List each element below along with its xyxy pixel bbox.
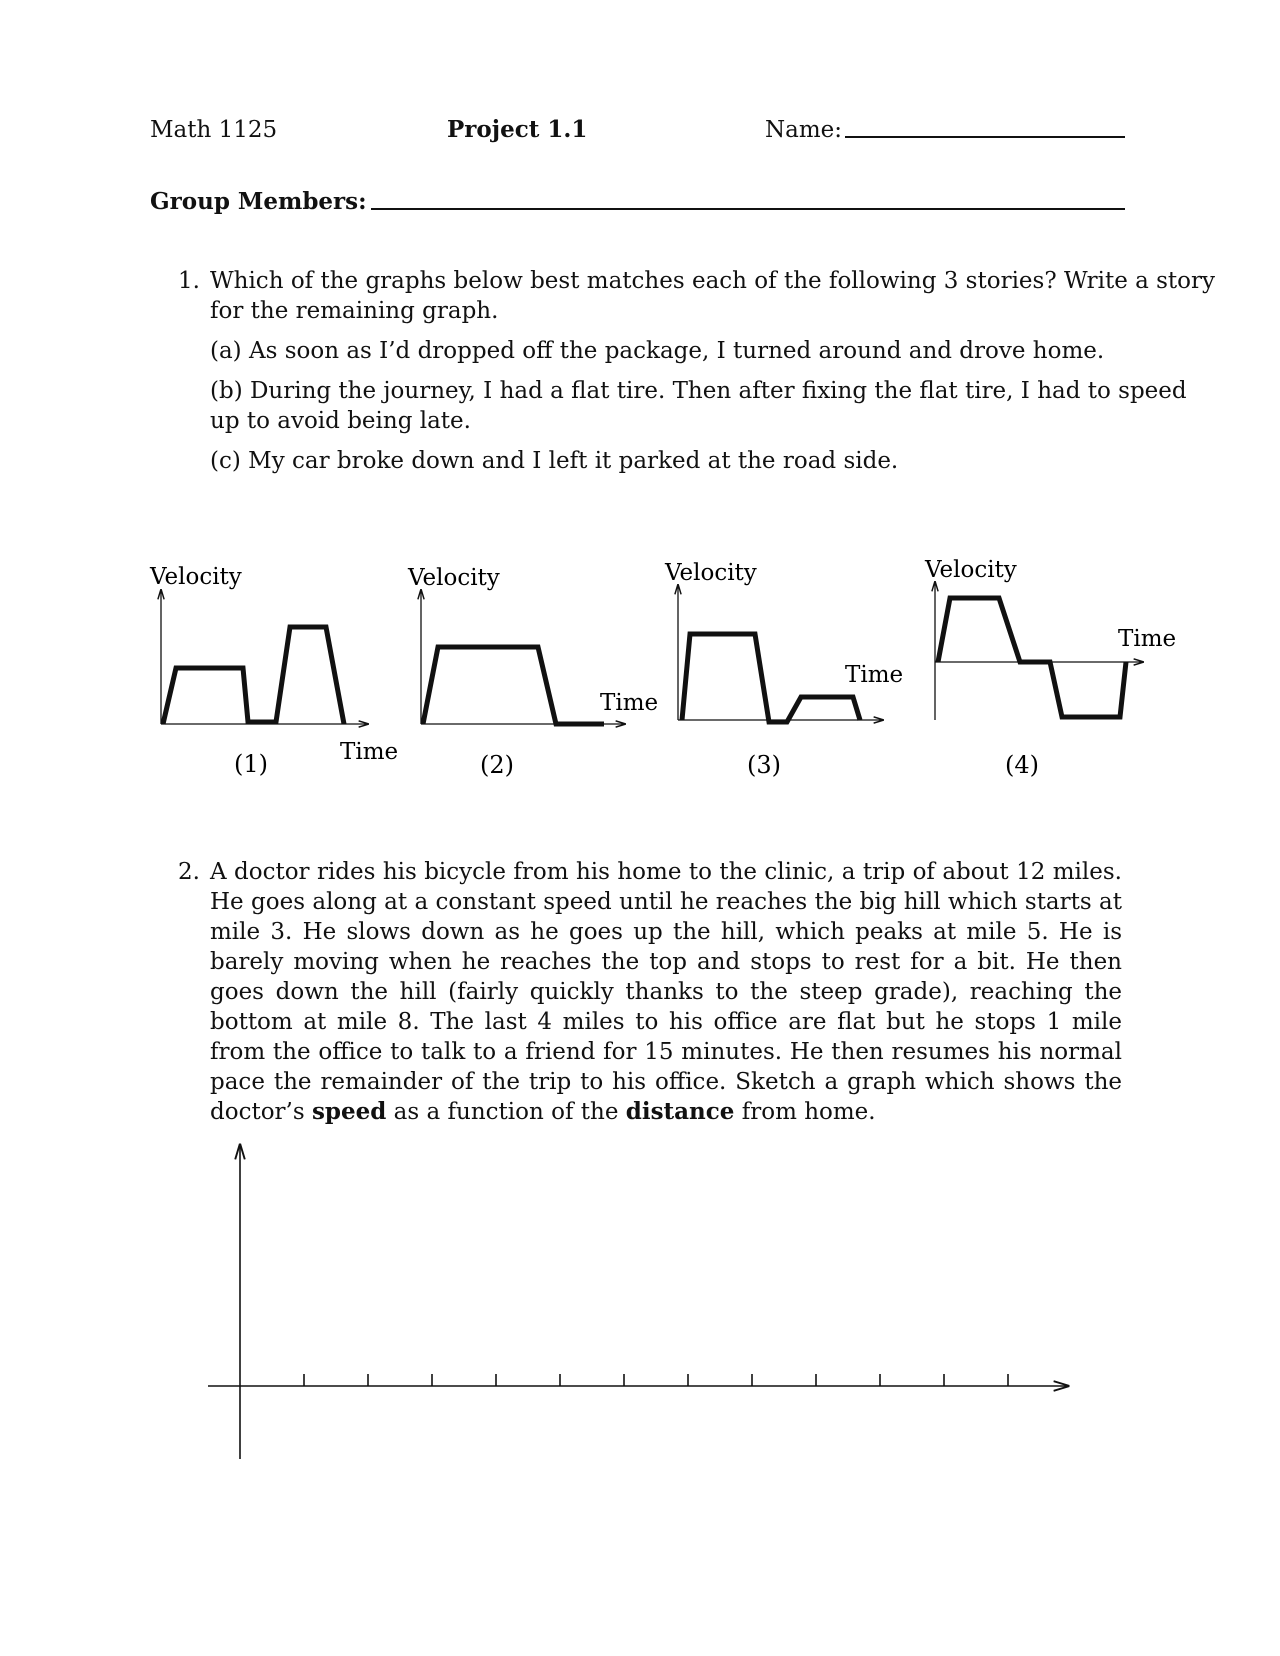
q1-text-line1: Which of the graphs below best matches each of the following 3 stories? Write a story <box>210 268 1216 294</box>
answer-axes[interactable] <box>0 1130 1280 1460</box>
graph-1-caption: (1) <box>234 750 268 778</box>
answer-x-ticks <box>304 1374 1008 1386</box>
q2-text-middle: as a function of the <box>393 1099 619 1125</box>
graph-3-curve <box>682 634 860 722</box>
graph-2-curve <box>423 647 604 724</box>
group-members-label: Group Members: <box>150 188 367 215</box>
graph-3-caption: (3) <box>747 751 781 779</box>
velocity-graphs <box>0 540 1280 790</box>
q1-story-c: (c) My car broke down and I left it parked at the road side. <box>210 448 899 474</box>
q1-text-line2: for the remaining graph. <box>210 298 499 324</box>
q2-text-end: from home. <box>741 1099 876 1125</box>
graph-2-xlabel: Time <box>600 690 659 716</box>
graph-3-xlabel: Time <box>845 662 904 688</box>
graph-3-ylabel: Velocity <box>665 560 757 586</box>
q1-story-b-line1: (b) During the journey, I had a flat tire. Then after fixing the flat tire, I had to speed <box>210 378 1187 404</box>
graph-4 <box>924 557 1176 779</box>
graph-2-caption: (2) <box>480 751 514 779</box>
name-label: Name: <box>765 117 843 143</box>
q2-text-main: A doctor rides his bicycle from his home to the clinic, a trip of about 12 miles. He goes along at a constant speed until he reaches the big hill which starts at mile 3. He slows down as he goes up the hill, which peaks at mile 5. He is barely moving when he reaches the top and stops to rest for a bit. He then goes down the hill (fairly quickly thanks to the steep grade), reaching the bottom at mile 8. The last 4 miles to his office are flat but he stops 1 mile from the office to talk to a friend for 15 minutes. He then resumes his normal pace the remainder of the trip to his office. Sketch a graph which shows the doctor’s <box>210 859 1122 1125</box>
project-title: Project 1.1 <box>447 116 588 143</box>
graph-1-xlabel: Time <box>340 739 399 765</box>
graph-4-caption: (4) <box>1005 751 1039 779</box>
course-label: Math 1125 <box>150 117 278 143</box>
graph-2-ylabel: Velocity <box>408 565 500 591</box>
q2-bold-speed: speed <box>311 1098 387 1125</box>
q1-story-a: (a) As soon as I’d dropped off the package, I turned around and drove home. <box>210 338 1105 364</box>
q2-text <box>210 857 1122 1127</box>
graph-4-xlabel: Time <box>1118 626 1177 652</box>
group-members-blank-line[interactable] <box>371 208 1125 210</box>
graph-3 <box>664 560 903 779</box>
graph-2 <box>407 565 658 779</box>
graph-1-curve <box>163 627 344 724</box>
q2-number: 2. <box>178 859 200 885</box>
graph-1-ylabel: Velocity <box>150 564 242 590</box>
q2-bold-distance: distance <box>625 1098 735 1125</box>
graph-4-ylabel: Velocity <box>925 557 1017 583</box>
graph-4-curve <box>938 598 1126 717</box>
name-blank-line[interactable] <box>845 136 1125 138</box>
q1-number: 1. <box>178 268 200 294</box>
graph-1 <box>149 564 398 778</box>
q1-story-b-line2: up to avoid being late. <box>210 408 471 434</box>
